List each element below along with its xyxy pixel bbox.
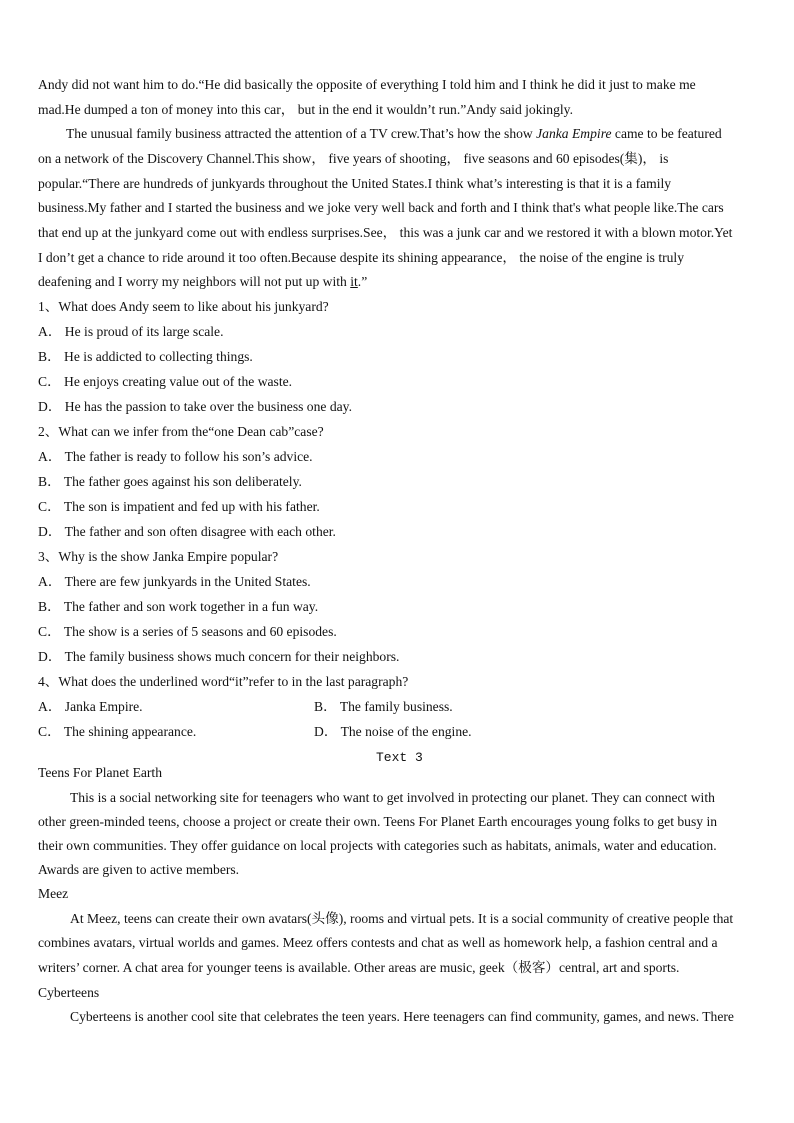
body-line: their own communities. They offer guidance on local projects with categories such as habitats, animals, water and education.: [38, 838, 717, 853]
option: A． There are few junkyards in the United States.: [38, 574, 311, 589]
body-line: At Meez, teens can create their own avatars(头像), rooms and virtual pets. It is a social community of creative people that: [70, 911, 734, 926]
question-stem: 2、What can we infer from the“one Dean cab”case?: [38, 424, 324, 439]
underlined-word: it: [350, 274, 358, 289]
question-stem: 3、Why is the show Janka Empire popular?: [38, 549, 279, 564]
question-stem: 1、What does Andy seem to like about his junkyard?: [38, 299, 329, 314]
option: A． He is proud of its large scale.: [38, 324, 224, 339]
passage-line: mad.He dumped a ton of money into this car， but in the end it wouldn’t run.”Andy said jokingly.: [38, 102, 573, 117]
text: came to be featured: [611, 126, 722, 141]
body-line: Awards are given to active members.: [38, 862, 240, 877]
option: D． He has the passion to take over the business one day.: [38, 399, 352, 414]
option: D． The noise of the engine.: [314, 724, 472, 739]
option: B． He is addicted to collecting things.: [38, 349, 253, 364]
option: C． He enjoys creating value out of the waste.: [38, 374, 293, 389]
body-line: Cyberteens is another cool site that celebrates the teen years. Here teenagers can find community, games, and news. There: [70, 1009, 734, 1024]
option: A． The father is ready to follow his son’s advice.: [38, 449, 313, 464]
passage-line: business.My father and I started the business and we joke very well back and forth and I think that's what people like.The cars: [38, 200, 724, 215]
show-title: Janka Empire: [536, 126, 612, 141]
passage-line: Andy did not want him to do.“He did basically the opposite of everything I told him and I think he did it just to make me: [38, 77, 696, 92]
site-heading: Cyberteens: [38, 985, 100, 1000]
body-line: writers’ corner. A chat area for younger teens is available. Other areas are music, geek（极客）central, art and sports.: [38, 960, 680, 975]
option: B． The father and son work together in a fun way.: [38, 599, 319, 614]
body-line: This is a social networking site for teenagers who want to get involved in protecting our planet. They can connect with: [70, 790, 715, 805]
site-heading: Meez: [38, 886, 69, 901]
option: C． The show is a series of 5 seasons and 60 episodes.: [38, 624, 337, 639]
option: D． The father and son often disagree with each other.: [38, 524, 336, 539]
option: B． The family business.: [314, 699, 453, 714]
text: deafening and I worry my neighbors will not put up with: [38, 274, 351, 289]
option: A． Janka Empire.: [38, 699, 143, 714]
section-title: Text 3: [376, 750, 423, 765]
question-stem: 4、What does the underlined word“it”refer to in the last paragraph?: [38, 674, 409, 689]
passage-line: [66, 126, 722, 142]
passage-line: popular.“There are hundreds of junkyards throughout the United States.I think what’s interesting is that it is a family: [38, 176, 672, 191]
option: B． The father goes against his son deliberately.: [38, 474, 302, 489]
site-heading: Teens For Planet Earth: [38, 765, 163, 780]
passage-line: I don’t get a chance to ride around it too often.Because despite its shining appearance， the noise of the engine is truly: [38, 250, 685, 265]
body-line: other green-minded teens, choose a project or create their own. Teens For Planet Earth encourages young folks to get busy in: [38, 814, 718, 829]
option: C． The shining appearance.: [38, 724, 197, 739]
option: C． The son is impatient and fed up with his father.: [38, 499, 320, 514]
body-line: combines avatars, virtual worlds and games. Meez offers contests and chat as well as homework help, a fashion central and a: [38, 935, 718, 950]
passage-line: that end up at the junkyard come out with endless surprises.See， this was a junk car and we restored it with a blown motor.Yet: [38, 225, 733, 240]
passage-line: on a network of the Discovery Channel.This show， five years of shooting， five seasons and 60 episodes(集)， is: [38, 151, 669, 166]
text: The unusual family business attracted the attention of a TV crew.That’s how the show: [66, 126, 537, 141]
text: .”: [357, 274, 368, 289]
passage-line: [38, 274, 367, 290]
option: D． The family business shows much concern for their neighbors.: [38, 649, 400, 664]
